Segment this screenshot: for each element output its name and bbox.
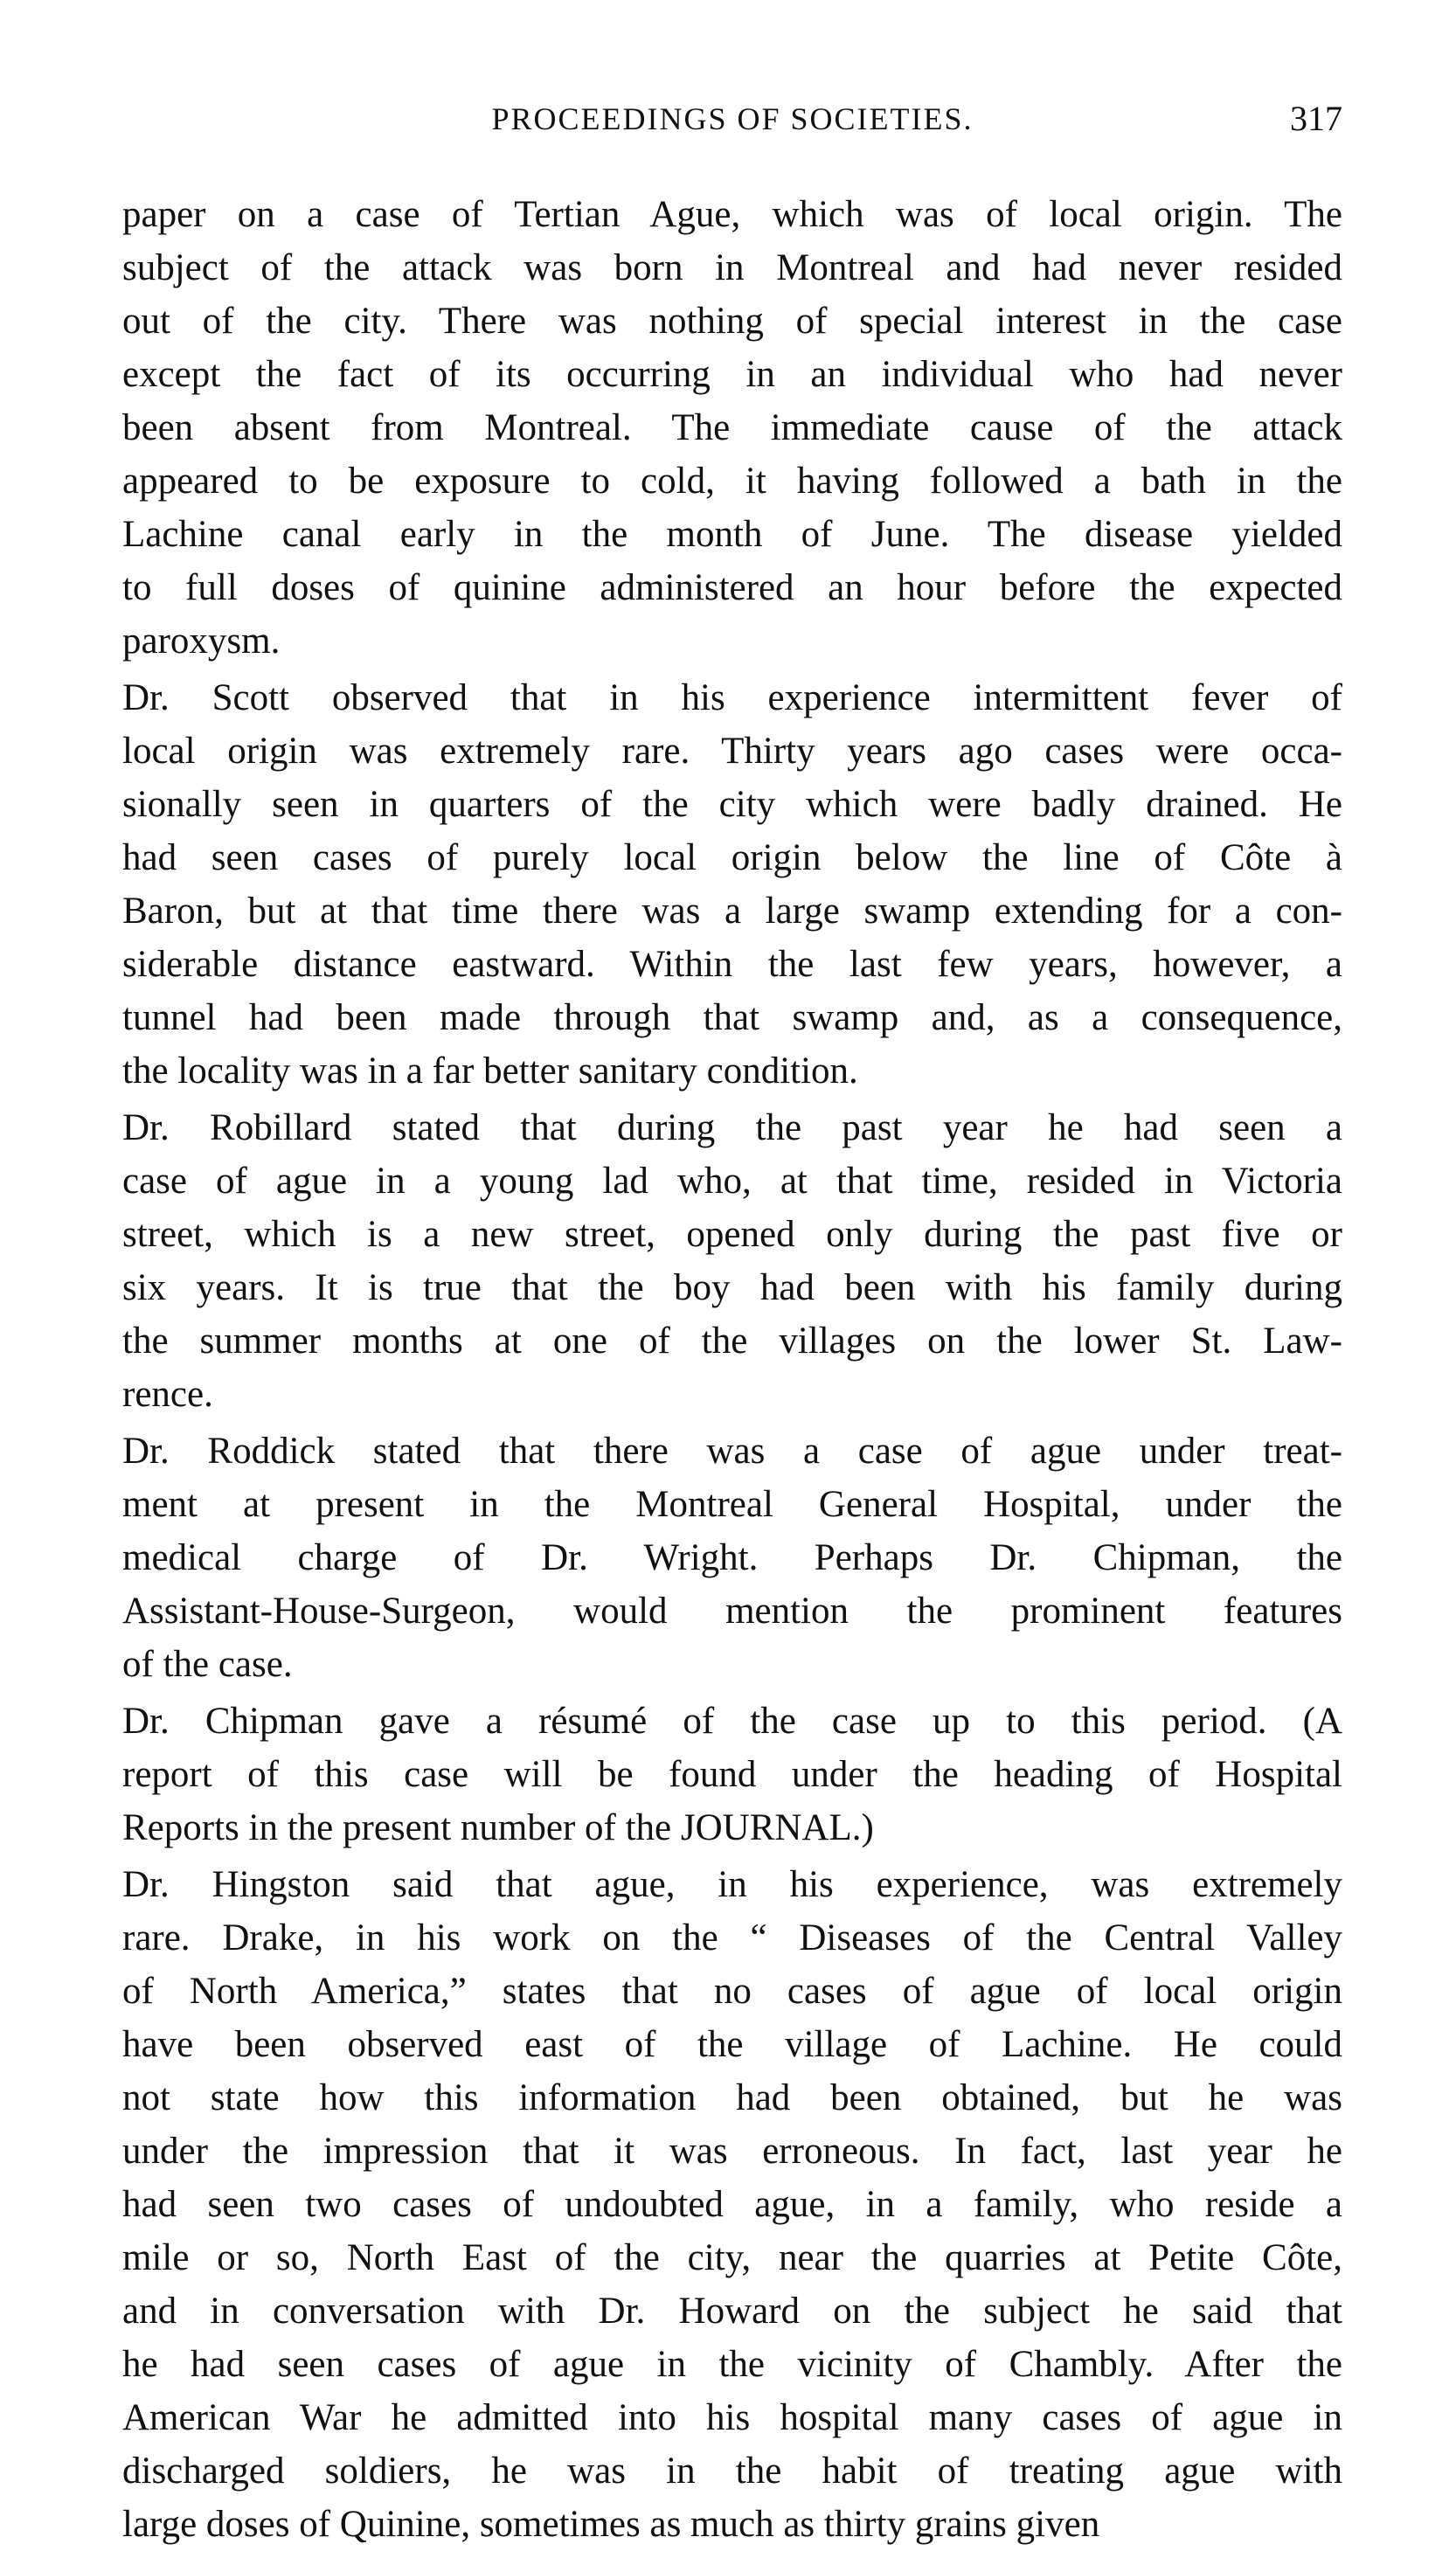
text-line: had seen two cases of undoubted ague, in a family, who reside a xyxy=(122,2184,1342,2225)
text-line: he had seen cases of ague in the vicinity of Chambly. After the xyxy=(122,2344,1342,2385)
text-line: and in conversation with Dr. Howard on the subject he said that xyxy=(122,2291,1342,2332)
text-line: appeared to be exposure to cold, it having followed a bath in the xyxy=(122,461,1342,502)
text-line: to full doses of quinine administered an hour before the expected xyxy=(122,567,1342,608)
text-line: large doses of Quinine, sometimes as much as thirty grains given xyxy=(122,2504,1100,2545)
text-line: Dr. Scott observed that in his experience intermittent fever of xyxy=(122,677,1342,718)
text-line: street, which is a new street, opened only during the past five or xyxy=(122,1214,1342,1255)
text-line: not state how this information had been obtained, but he was xyxy=(122,2077,1342,2118)
text-line: report of this case will be found under the heading of Hospital xyxy=(122,1754,1342,1795)
text-line: rence. xyxy=(122,1374,213,1415)
paragraph xyxy=(122,1101,1342,1421)
text-line: Lachine canal early in the month of June. The disease yielded xyxy=(122,514,1342,555)
text-line: had seen cases of purely local origin below the line of Côte à xyxy=(122,837,1342,878)
text-line: American War he admitted into his hospital many cases of ague in xyxy=(122,2397,1342,2438)
text-line: Dr. Robillard stated that during the past year he had seen a xyxy=(122,1107,1342,1148)
text-line: medical charge of Dr. Wright. Perhaps Dr. Chipman, the xyxy=(122,1537,1342,1578)
text-line: out of the city. There was nothing of special interest in the case xyxy=(122,301,1342,342)
paragraph xyxy=(122,1425,1342,1691)
text-line: of North America,” states that no cases of ague of local origin xyxy=(122,1971,1342,2012)
paragraph xyxy=(122,188,1342,668)
text-line: of the case. xyxy=(122,1644,293,1685)
running-head xyxy=(122,94,1342,143)
text-line: been absent from Montreal. The immediate cause of the attack xyxy=(122,407,1342,448)
text-line: Baron, but at that time there was a large swamp extending for a con- xyxy=(122,891,1342,932)
text-line: the summer months at one of the villages on the lower St. Law- xyxy=(122,1321,1342,1362)
text-line: mile or so, North East of the city, near the quarries at Petite Côte, xyxy=(122,2237,1342,2278)
text-line: ment at present in the Montreal General Hospital, under the xyxy=(122,1484,1342,1525)
text-line: case of ague in a young lad who, at that time, resided in Victoria xyxy=(122,1161,1342,1202)
text-line: Dr. Chipman gave a résumé of the case up to this period. (A xyxy=(122,1701,1342,1742)
text-line: have been observed east of the village of Lachine. He could xyxy=(122,2024,1342,2065)
page-number: 317 xyxy=(1290,99,1342,138)
text-line: paper on a case of Tertian Ague, which was of local origin. The xyxy=(122,194,1342,235)
running-title: PROCEEDINGS OF SOCIETIES. xyxy=(491,101,974,136)
text-line: local origin was extremely rare. Thirty years ago cases were occa- xyxy=(122,731,1342,772)
text-line: Assistant-House-Surgeon, would mention the prominent features xyxy=(122,1591,1342,1632)
text-line: sionally seen in quarters of the city which were badly drained. He xyxy=(122,784,1342,825)
text-line: siderable distance eastward. Within the last few years, however, a xyxy=(122,944,1342,985)
text-line: except the fact of its occurring in an individual who had never xyxy=(122,354,1342,395)
text-line: rare. Drake, in his work on the “ Diseases of the Central Valley xyxy=(122,1917,1342,1958)
text-line: subject of the attack was born in Montreal and had never resided xyxy=(122,247,1342,288)
text-line: Dr. Hingston said that ague, in his experience, was extremely xyxy=(122,1864,1342,1905)
text-line: paroxysm. xyxy=(122,620,281,662)
text-line: Reports in the present number of the JOURNAL.) xyxy=(122,1807,874,1848)
text-line: the locality was in a far better sanitary condition. xyxy=(122,1050,858,1092)
text-line: Dr. Roddick stated that there was a case of ague under treat- xyxy=(122,1431,1342,1472)
paragraph xyxy=(122,671,1342,1098)
body-text xyxy=(122,188,1342,2551)
text-line: tunnel had been made through that swamp and, as a consequence, xyxy=(122,997,1342,1038)
text-line: six years. It is true that the boy had been with his family during xyxy=(122,1267,1342,1308)
paragraph xyxy=(122,1695,1342,1854)
text-line: discharged soldiers, he was in the habit of treating ague with xyxy=(122,2450,1342,2492)
paragraph xyxy=(122,1858,1342,2551)
text-line: under the impression that it was erroneous. In fact, last year he xyxy=(122,2131,1342,2172)
